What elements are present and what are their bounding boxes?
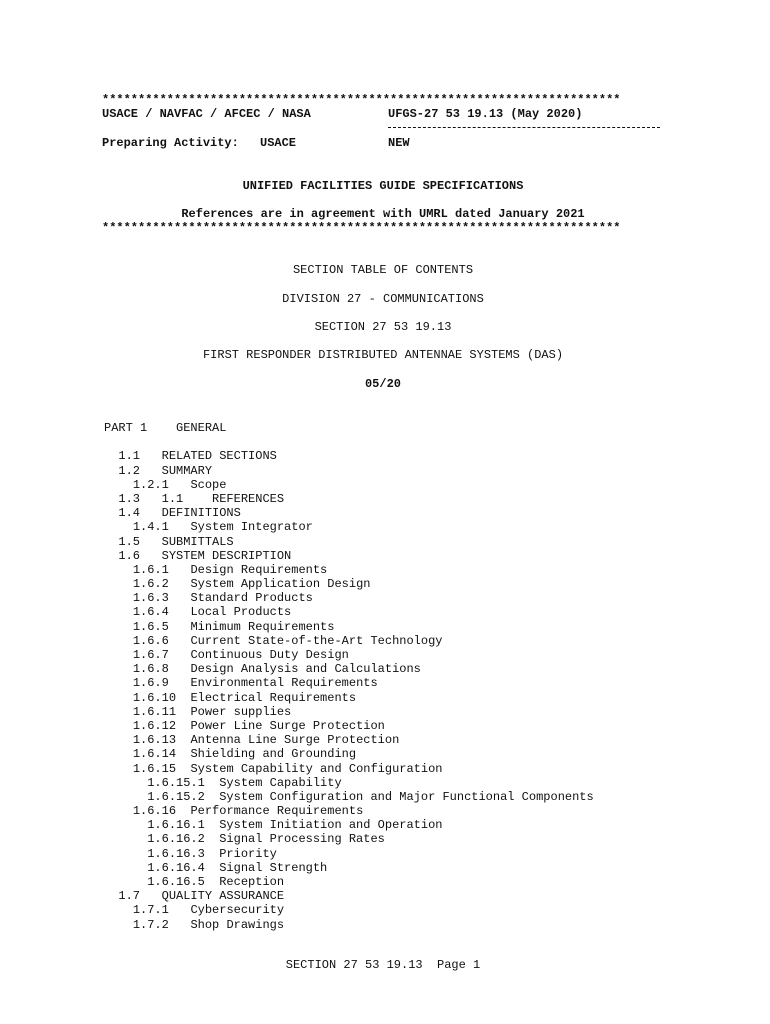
toc-entry-number: 1.6.6 [132,633,169,648]
agencies-line: USACE / NAVFAC / AFCEC / NASA [102,107,311,121]
toc-entry-title: Cybersecurity [190,903,285,918]
toc-entry [104,421,594,435]
section-number: SECTION 27 53 19.13 [314,320,452,334]
toc-entry-number: 1.6.16.2 [147,832,205,847]
toc-entry-title: Reception [219,875,285,889]
toc-entry-title: System Capability and Configuration [190,761,443,776]
toc-entry [104,790,594,804]
toc-entry-number: 1.4 [118,506,141,521]
toc-entry-number: 1.6.9 [132,676,169,691]
toc-entry [104,449,594,463]
toc-entry-number: 1.7 [118,889,141,904]
toc-entry [104,804,594,818]
toc-entry-title: GENERAL [176,421,227,435]
toc-entry-title: Design Requirements [190,562,328,577]
toc-entry-number: 1.6.16.5 [147,875,205,889]
toc-entry-title: Shop Drawings [190,917,285,932]
toc-entry-number: 1.2.1 [132,477,169,492]
toc-entry-number: 1.6.12 [132,718,177,733]
toc-entry [104,563,594,577]
toc-entry [104,903,594,917]
toc-entry [104,676,594,690]
toc-entry-title: System Initiation and Operation [219,818,443,833]
preparing-activity-value: USACE [260,136,297,150]
toc-entry [104,648,594,662]
spec-id: UFGS-27 53 19.13 (May 2020) [388,107,583,121]
toc-entry-title: Power Line Surge Protection [190,718,385,733]
toc-entry [104,875,594,889]
toc-entry [104,520,594,534]
toc-entry-title: Priority [219,846,277,861]
toc-entry [104,492,594,506]
toc-entry [104,478,594,492]
toc-entry-title: Standard Products [190,591,313,606]
toc-entry-title: Shielding and Grounding [190,747,357,762]
toc-entry [104,733,594,747]
toc-entry-title: Design Analysis and Calculations [190,662,421,677]
toc-entry-number: 1.6.15.2 [147,789,205,804]
toc-entry [104,861,594,875]
toc-entry-number: 1.4.1 [132,520,169,535]
toc-entry-title: Minimum Requirements [190,619,335,634]
toc-entry-number: 1.1 [118,449,141,464]
toc-entry-number: 1.6.2 [132,577,169,592]
toc-entry-number: 1.6.15 [132,761,177,776]
references-note: References are in agreement with UMRL dated January 2021 [181,207,585,221]
toc-entry-title: Antenna Line Surge Protection [190,733,400,748]
toc-entry [104,762,594,776]
toc-entry-title: Scope [190,477,227,492]
ufgs-title: UNIFIED FACILITIES GUIDE SPECIFICATIONS [242,179,524,193]
toc-entry-title: QUALITY ASSURANCE [161,889,285,904]
toc-entry-number: 1.6.11 [132,704,177,719]
toc-entry-number: 1.6.5 [132,619,169,634]
header-dashed-rule [388,127,660,128]
toc-entry [104,889,594,903]
toc-entry-number: 1.6.15.1 [147,775,205,790]
toc-entry [104,549,594,563]
toc-entry [104,776,594,790]
toc-spacer [104,435,594,449]
header-star-rule-top: ************************************************************************ [102,93,621,107]
toc-entry [104,464,594,478]
toc-entry [104,634,594,648]
toc-entry [104,832,594,846]
toc-entry-number: 1.6.16.4 [147,860,205,875]
toc-heading: SECTION TABLE OF CONTENTS [292,263,474,277]
toc-entry-number: 1.7.2 [132,917,169,932]
page-footer: SECTION 27 53 19.13 Page 1 [285,958,481,972]
toc-entry-title: System Configuration and Major Functional Components [219,789,594,804]
table-of-contents [104,421,594,932]
toc-entry [104,719,594,733]
header-star-rule-bottom: ************************************************************************ [102,221,621,235]
toc-entry-number: 1.6.16 [132,804,177,819]
toc-entry-title: System Application Design [190,577,371,592]
toc-entry [104,591,594,605]
toc-entry-number: 1.6.3 [132,591,169,606]
toc-entry [104,605,594,619]
toc-entry-title: 1.1 REFERENCES [161,491,285,506]
toc-entry-number: 1.6.16.3 [147,846,205,861]
toc-entry-number: 1.3 [118,491,141,506]
preparing-activity-label: Preparing Activity: [102,136,239,150]
toc-entry-title: Continuous Duty Design [190,648,349,662]
toc-entry-title: Performance Requirements [190,804,364,819]
toc-entry [104,535,594,549]
toc-entry-number: 1.2 [118,463,141,478]
toc-entry [104,747,594,761]
toc-entry [104,662,594,676]
system-title: FIRST RESPONDER DISTRIBUTED ANTENNAE SYSTEMS (DAS) [202,348,564,362]
toc-entry [104,506,594,520]
toc-entry-number: 1.6 [118,548,141,563]
toc-entry-title: Power supplies [190,704,292,719]
toc-entry-number: PART 1 [104,421,148,435]
division-title: DIVISION 27 - COMMUNICATIONS [282,292,484,306]
toc-entry-number: 1.6.10 [132,690,177,705]
toc-entry-number: 1.6.8 [132,662,169,677]
toc-entry-number: 1.6.4 [132,605,169,620]
toc-entry-title: Current State-of-the-Art Technology [190,633,443,648]
toc-entry-title: Signal Strength [219,860,328,875]
toc-entry-title: RELATED SECTIONS [161,449,277,464]
toc-entry-number: 1.6.7 [132,648,169,662]
toc-entry [104,847,594,861]
toc-entry-title: DEFINITIONS [161,506,241,521]
toc-entry-number: 1.5 [118,534,141,549]
date-code: 05/20 [364,377,401,391]
toc-entry [104,691,594,705]
toc-entry-number: 1.6.13 [132,733,177,748]
toc-entry-number: 1.6.1 [132,562,169,577]
toc-entry [104,818,594,832]
toc-entry-number: 1.6.16.1 [147,818,205,833]
toc-entry [104,620,594,634]
toc-entry-title: SUBMITTALS [161,534,234,549]
toc-entry-title: System Capability [219,775,342,790]
toc-entry-title: Signal Processing Rates [219,832,385,847]
toc-entry-title: SUMMARY [161,463,213,478]
toc-entry [104,918,594,932]
toc-entry-number: 1.6.14 [132,747,177,762]
toc-entry-title: Electrical Requirements [190,690,357,705]
toc-entry-title: SYSTEM DESCRIPTION [161,548,292,563]
toc-entry-title: Local Products [190,605,292,620]
toc-entry-title: System Integrator [190,520,313,535]
toc-entry [104,577,594,591]
spec-status: NEW [388,136,410,150]
toc-entry [104,705,594,719]
toc-entry-title: Environmental Requirements [190,676,378,691]
toc-entry-number: 1.7.1 [132,903,169,918]
